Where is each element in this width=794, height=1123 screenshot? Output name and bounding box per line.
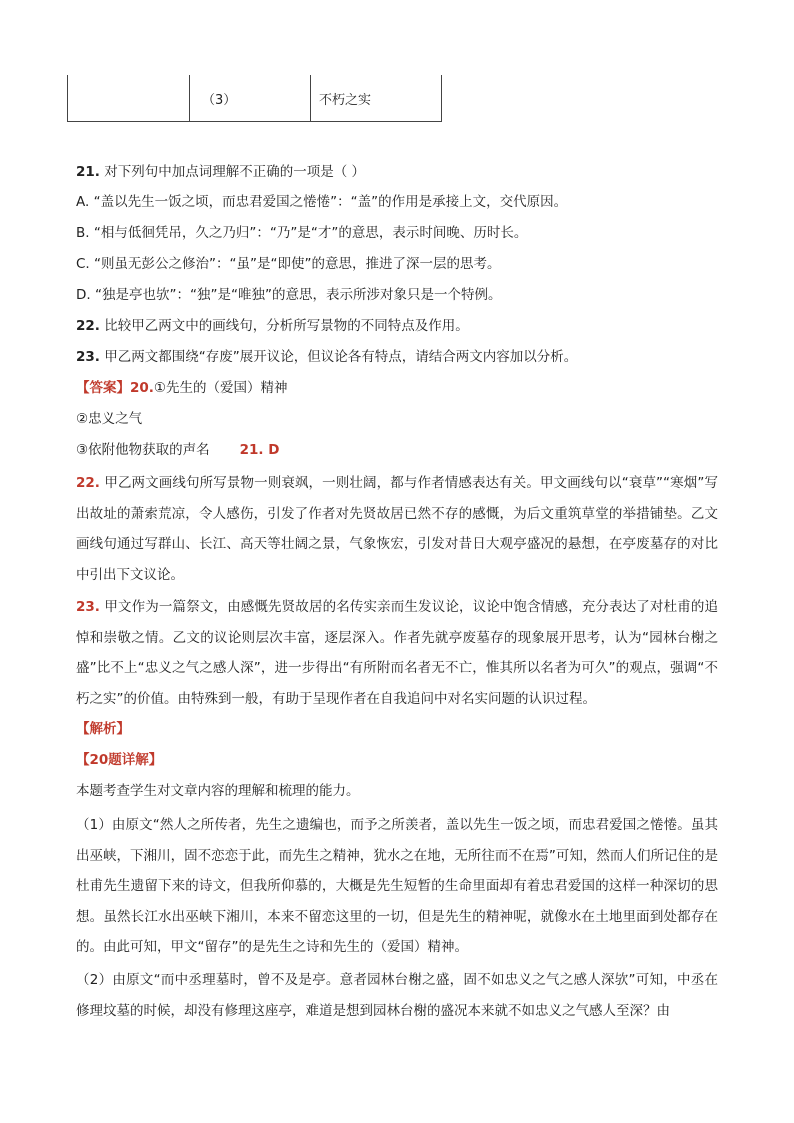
answer-22-text: 甲乙两文画线句所写景物一则衰飒，一则壮阔，都与作者情感表达有关。甲文画线句以“衰草”“寒烟”写出故址的萧索荒凉，令人感伤，引发了作者对先贤故居已然不存的感慨，为后文重筑草堂的举措铺垫。乙文画线句通过写群山、长江、高天等壮阔之景，气象恢宏，引发对昔日大观亭盛况的悬想，在亭废墓存的对比中引出下文议论。 <box>76 475 718 583</box>
option-d <box>76 285 501 305</box>
answer-line <box>76 378 288 398</box>
answer-23-number: 23. <box>76 599 100 615</box>
option-letter: B. <box>76 225 90 241</box>
answer-20-item-2: ②忠义之气 <box>76 411 143 427</box>
option-b <box>76 223 527 243</box>
question-number: 23. <box>76 349 100 365</box>
question-text: 甲乙两文都围绕“存废”展开议论，但议论各有特点，请结合两文内容加以分析。 <box>99 349 578 365</box>
answer-20-line-3 <box>76 440 279 460</box>
answer-23 <box>76 592 718 714</box>
answer-20-number: 20. <box>130 380 154 396</box>
answer-22-number: 22. <box>76 475 100 491</box>
option-a <box>76 192 567 212</box>
answer-20-item-3: ③依附他物获取的声名 <box>76 442 210 458</box>
answer-table <box>67 75 442 122</box>
detail-intro: 本题考查学生对文章内容的理解和梳理的能力。 <box>76 783 360 799</box>
question-text: 比较甲乙两文中的画线句，分析所写景物的不同特点及作用。 <box>99 318 469 334</box>
question-21 <box>76 162 365 182</box>
option-letter: C. <box>76 256 90 272</box>
answer-23-text: 甲文作为一篇祭文，由感慨先贤故居的名传实亲而生发议论，议论中饱含情感，充分表达了对杜甫的追悼和崇敬之情。乙文的议论则层次丰富，逐层深入。作者先就亭废墓存的现象展开思考，认为“园林台榭之盛”比不上“忠义之气之感人深”，进一步得出“有所附而名者无不亡，惟其所以名者为可久”的观点，强调“不朽之实”的价值。由特殊到一般，有助于呈现作者在自我追问中对名实问题的认识过程。 <box>76 599 718 707</box>
option-c <box>76 254 500 274</box>
question-22 <box>76 316 469 336</box>
option-text: “相与低徊凭吊，久之乃归”：“乃”是“才”的意思，表示时间晚、历时长。 <box>89 225 528 241</box>
question-number: 22. <box>76 318 100 334</box>
answer-21: 21. D <box>239 442 280 458</box>
answer-label: 【答案】 <box>76 380 130 396</box>
question-23 <box>76 347 577 367</box>
option-text: “独是亭也欤”：“独”是“唯独”的意思，表示所涉对象只是一个特例。 <box>90 287 502 303</box>
question-number: 21. <box>76 164 100 180</box>
answer-20-item-1: ①先生的（爱国）精神 <box>153 380 288 396</box>
table-row <box>68 75 442 122</box>
option-letter: A. <box>76 194 90 210</box>
option-text: “则虽无彭公之修治”：“虽”是“即使”的意思，推进了深一层的思考。 <box>89 256 501 272</box>
detail-heading <box>76 750 162 770</box>
table-cell-empty <box>68 75 190 122</box>
detail-paragraph-1: （1）由原文“然人之所传者，先生之遗编也，而予之所羡者，盖以先生一饭之顷，而忠君爱国之惓惓。虽其出巫峡，下湘川，固不恋恋于此，而先生之精神，犹水之在地，无所往而不在焉”可知，然而人们所记住的是杜甫先生遗留下来的诗文，但我所仰慕的，大概是先生短暂的生命里面却有着忠君爱国的这样一种深切的思想。虽然长江水出巫峡下湘川，本来不留恋这里的一切，但是先生的精神呢，就像水在土地里面到处都存在的。由此可知，甲文“留存”的是先生之诗和先生的（爱国）精神。 <box>76 817 718 955</box>
option-letter: D. <box>76 287 91 303</box>
answer-22 <box>76 468 718 590</box>
table-cell-content: 不朽之实 <box>311 75 442 122</box>
table-cell-number: （3） <box>190 75 311 122</box>
analysis-heading <box>76 719 130 739</box>
detail-label: 【20题详解】 <box>76 752 163 768</box>
option-text: “盖以先生一饭之顷，而忠君爱国之惓惓”：“盖”的作用是承接上文，交代原因。 <box>89 194 568 210</box>
detail-paragraph-2: （2）由原文“而中丞理墓时，曾不及是亭。意者园林台榭之盛，固不如忠义之气之感人深欤”可知，中丞在修理坟墓的时候，却没有修理这座亭，难道是想到园林台榭的盛况本来就不如忠义之气感人至深？由 <box>76 972 718 1019</box>
question-text: 对下列句中加点词理解不正确的一项是（ ） <box>99 164 366 180</box>
analysis-label: 【解析】 <box>76 721 130 737</box>
